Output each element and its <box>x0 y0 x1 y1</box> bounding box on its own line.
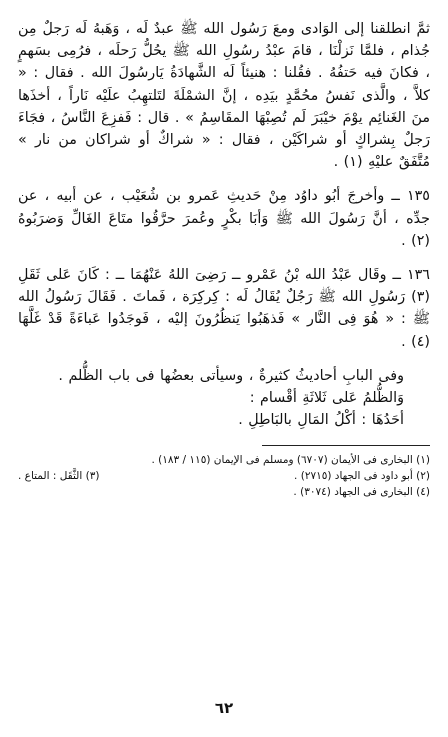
footnote-1: (١) البخارى فى الأيمان (٦٧٠٧) ومسلم فى الإيمان (١١٥ / ١٨٣) . <box>151 454 430 467</box>
line-zulm-divisions: وَالظُّلمُ عَلى ثَلاثَةِ أقْسام : <box>249 390 404 407</box>
paragraph-gap <box>18 353 430 365</box>
paragraph-hadith-136: ١٣٦ ــ وقَال عَبْدُ الله بْنُ عَمْرو ــ رَضِىَ اللهُ عَنْهُمَا ــ : كَانَ عَلى ثَقَلِ (٣) رَسُولِ الله ﷺ رَجُلٌ يُقَالُ لَه : كِركِرَة ، فَماتَ . فَقَالَ رَسُولُ الله ﷺ : « هُوَ فِى النَّار » فَذهَبُوا يَنظُرُونَ إليْه ، فَوجَدُوا عَباءَةً قَدْ غَلَّهَا (٤) . <box>18 267 430 350</box>
paragraph-gap <box>18 252 430 264</box>
footnotes <box>18 452 430 500</box>
line-first-division: أحَدُهَا : أكْلُ المَالِ بالبَاطِلِ . <box>238 412 404 429</box>
footnote-2: (٢) أبو داود فى الجهاد (٢٧١٥) . <box>294 470 430 483</box>
line-chapter-note: وفى البابِ أحاديثُ كثيرةٌ ، وسيأتى بعضُها فى باب الظُّلم . <box>58 367 404 384</box>
footnote-row <box>18 468 430 484</box>
paragraph-hadith-135: ١٣٥ ــ وأخرجَ أبُو داوُد مِنْ حَديثِ عَمرو بن شُعَيْب ، عن أبيه ، عن جدِّه ، أنَّ رَسُولَ الله ﷺ وَأبَا بكْرٍ وعُمرَ حرَّقُوا متَاعَ الغَالِّ وَضرَبُوهُ (٢) . <box>18 188 430 249</box>
footnote-3: (٣) الثَّقَل : المتاع . <box>18 470 100 483</box>
footnote-4: (٤) البخارى فى الجهاد (٣٠٧٤) . <box>293 486 430 499</box>
paragraph-hadith-134-continuation: ثمَّ انطلقنا إلى الوَادى ومعَ رَسُول الله ﷺ عبدٌ لَه ، وَهَبهُ لَه رَجلٌ مِن جُذام ، فلمَّا نَزلْنَا ، قامَ عبْدُ رسُولِ الله ﷺ يحُلُّ رَحلَه ، فرُمِى بسَهمٍ ، فكانَ فيه حَتفُهُ . فقُلنا : هنيئاً لَه الشَّهادَةُ يَارسُولَ الله . فقال : « كلاَّ ، والَّذى نَفسُ محُمَّدٍ بيَدِه ، إنَّ الشمْلَةَ لتَلتهِبُ علَيْه نَاراً ، أخذَها منَ الغَنائِم يوْمَ خيْبَرَ لَم تُصِبْهَا المقَاسِمُ » . قال : فَفزِعَ النَّاسُ ، فجَاءَ رَجلٌ بِشراكٍ أو شراكَيْن ، فقال : « شراكٌ أو شراكان من نار » مُتَّفَقٌ عليْهِ (١) . <box>18 21 430 171</box>
main-text <box>18 18 430 431</box>
footnote-divider <box>262 445 430 446</box>
paragraph-gap <box>18 173 430 185</box>
page-number: ٦٢ <box>214 699 234 717</box>
